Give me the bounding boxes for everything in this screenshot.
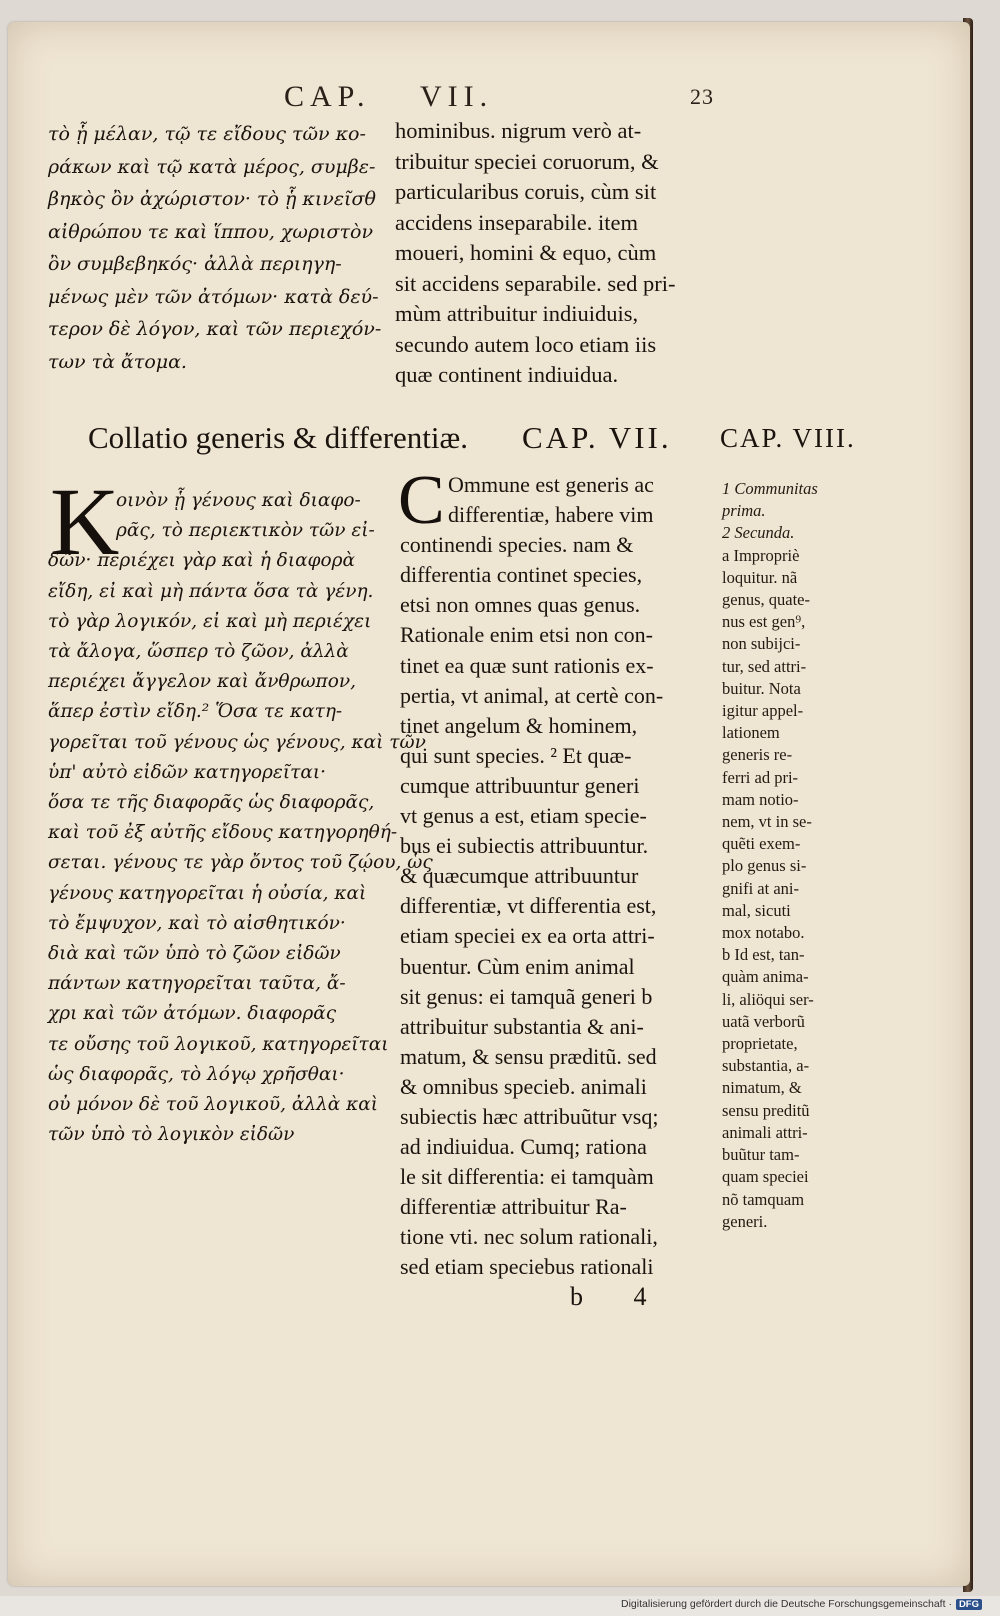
note-line: buitur. Nota bbox=[722, 678, 801, 698]
note-line: lationem bbox=[722, 723, 780, 743]
text-line: τὸ ᾗ μέλαν, τῷ τε εἴδους τῶν κο- bbox=[48, 123, 366, 145]
text-line: differentia continet species, bbox=[400, 562, 643, 588]
running-head-cap: CAP. bbox=[284, 80, 371, 113]
text-line: τὸ γὰρ λογικόν, εἰ καὶ μὴ περιέχει bbox=[48, 610, 372, 632]
text-line: hominibus. nigrum verò at- bbox=[395, 118, 642, 143]
text-line: accidens inseparabile. item bbox=[395, 209, 639, 235]
note-line: quẽti exem- bbox=[722, 834, 801, 854]
text-line: quæ continent indiuidua. bbox=[395, 362, 619, 387]
chapter-label-greek: CAP. VII. bbox=[522, 420, 672, 455]
running-head-chapter: VII. bbox=[420, 80, 494, 113]
text-line: matum, & sensu præditũ. sed bbox=[400, 1043, 657, 1069]
note-line: 1 Communitas bbox=[722, 479, 818, 498]
text-line: αἰθρώπου τε καὶ ἵππου, χωριστὸν bbox=[48, 220, 374, 243]
text-line: tione vti. nec solum rationali, bbox=[400, 1224, 658, 1250]
text-line: τὰ ἄλογα, ὥσπερ τὸ ζῶον, ἀλλὰ bbox=[48, 641, 349, 663]
text-line: etsi non omnes quas genus. bbox=[400, 592, 641, 618]
text-line: sit accidens separabile. sed pri- bbox=[395, 270, 676, 296]
note-line: substantia, a- bbox=[722, 1056, 810, 1076]
note-line: nem, vt in se- bbox=[722, 812, 812, 832]
text-line: bus ei subiectis attribuuntur. bbox=[400, 833, 649, 859]
latin-text-main bbox=[398, 462, 730, 1283]
text-line: γορεῖται τοῦ γένους ὡς γένους, καὶ τῶν bbox=[48, 731, 426, 753]
text-line: differentiæ, vt differentia est, bbox=[400, 893, 657, 919]
text-line: pertia, vt animal, at certè con- bbox=[400, 682, 664, 708]
note-line: nõ tamquam bbox=[722, 1189, 805, 1209]
text-line: εἴδη, εἰ καὶ μὴ πάντα ὅσα τὰ γένη. bbox=[48, 580, 374, 602]
text-line: sit genus: ei tamquã generi b bbox=[400, 983, 653, 1009]
text-line: buentur. Cùm enim animal bbox=[400, 953, 635, 979]
text-line: subiectis hæc attribuũtur vsq; bbox=[400, 1103, 659, 1129]
text-line: χρι καὶ τῶν ἀτόμων. διαφορᾶς bbox=[48, 1003, 337, 1025]
text-line: ἅπερ ἐστὶν εἴδη.² Ὅσα τε κατη- bbox=[48, 701, 343, 723]
text-line: τε οὔσης τοῦ λογικοῦ, κατηγορεῖται bbox=[48, 1033, 389, 1055]
text-line: ρᾶς, τὸ περιεκτικὸν τῶν εἰ- bbox=[116, 520, 375, 542]
note-line: ferri ad pri- bbox=[722, 767, 799, 787]
text-line: & quæcumque attribuuntur bbox=[400, 863, 639, 889]
note-line: 2 Secunda. bbox=[722, 523, 795, 543]
text-line: τὸ ἔμψυχον, καὶ τὸ αἰσθητικόν· bbox=[48, 912, 346, 934]
text-line: οινὸν ᾗ γένους καὶ διαφο- bbox=[116, 490, 361, 511]
note-line: animali attri- bbox=[722, 1122, 808, 1142]
text-line: μένως μὲν τῶν ἀτόμων· κατὰ δεύ- bbox=[48, 285, 379, 308]
note-line: igitur appel- bbox=[722, 701, 804, 721]
text-line: le sit differentia: ei tamquàm bbox=[400, 1164, 654, 1190]
marginal-notes bbox=[722, 478, 872, 1233]
text-line: cumque attribuuntur generi bbox=[400, 772, 640, 798]
text-line: sed etiam speciebus rationali bbox=[400, 1254, 654, 1280]
text-line: tinet ea quæ sunt rationis ex- bbox=[400, 652, 654, 678]
text-line: ὡς διαφορᾶς, τὸ λόγῳ χρῆσθαι· bbox=[48, 1063, 345, 1085]
chapter-label-latin: CAP. VIII. bbox=[720, 423, 856, 453]
text-line: mùm attribuitur indiuiduis, bbox=[395, 301, 639, 326]
note-line: buũtur tam- bbox=[722, 1145, 800, 1165]
note-line: sensu preditũ bbox=[722, 1100, 810, 1120]
text-line: οὐ μόνον δὲ τοῦ λογικοῦ, ἀλλὰ καὶ bbox=[48, 1094, 379, 1116]
text-line: ὑπ' αὐτὸ εἰδῶν κατηγορεῖται· bbox=[48, 761, 326, 783]
greek-text-main bbox=[48, 486, 433, 1150]
text-line: καὶ τοῦ ἐξ αὐτῆς εἴδους κατηγορηθή- bbox=[48, 822, 398, 844]
digitization-credit bbox=[621, 1598, 982, 1610]
note-line: tur, sed attri- bbox=[722, 656, 807, 676]
text-line: δῶν· περιέχει γὰρ καὶ ἡ διαφορὰ bbox=[48, 550, 356, 572]
note-line: non subijci- bbox=[722, 634, 801, 654]
drop-cap-k: K bbox=[50, 468, 120, 575]
note-line: b Id est, tan- bbox=[722, 945, 805, 965]
credit-text: Digitalisierung gefördert durch die Deutsche Forschungsgemeinschaft · bbox=[621, 1598, 952, 1610]
text-line: ράκων καὶ τῷ κατὰ μέρος, συμβε- bbox=[48, 155, 376, 178]
text-line: continendi species. nam & bbox=[400, 532, 634, 558]
note-line: uatã verborũ bbox=[722, 1011, 805, 1031]
note-line: li, aliöqui ser- bbox=[722, 989, 814, 1009]
text-line: & omnibus specieb. animali bbox=[400, 1073, 647, 1099]
note-line: prima. bbox=[722, 501, 766, 521]
text-line: τῶν ὑπὸ τὸ λογικὸν εἰδῶν bbox=[48, 1124, 295, 1146]
note-line: quam speciei bbox=[722, 1167, 809, 1187]
latin-text-top bbox=[395, 116, 735, 391]
text-line: moueri, homini & equo, cùm bbox=[395, 240, 657, 265]
note-line: a Impropriè bbox=[722, 545, 800, 565]
note-line: mam notio- bbox=[722, 789, 799, 809]
text-line: ad indiuidua. Cumq; rationa bbox=[400, 1134, 647, 1160]
section-heading bbox=[88, 420, 888, 464]
note-line: quàm anima- bbox=[722, 967, 809, 987]
page-number: 23 bbox=[690, 84, 714, 109]
note-line: proprietate, bbox=[722, 1034, 798, 1054]
note-line: mox notabo. bbox=[722, 923, 805, 943]
section-title: Collatio generis & differentiæ. bbox=[88, 420, 468, 455]
note-line: generi. bbox=[722, 1211, 768, 1231]
text-line: των τὰ ἄτομα. bbox=[48, 350, 187, 373]
dfg-logo: DFG bbox=[956, 1599, 982, 1610]
note-line: nimatum, & bbox=[722, 1078, 802, 1098]
note-line: genus, quate- bbox=[722, 590, 810, 610]
text-line: βηκὸς ὂν ἀχώριστον· τὸ ᾗ κινεῖσθ bbox=[48, 188, 376, 210]
note-line: plo genus si- bbox=[722, 856, 807, 876]
text-line: διὰ καὶ τῶν ὑπὸ τὸ ζῶον εἰδῶν bbox=[48, 943, 341, 965]
text-line: differentiæ attribuitur Ra- bbox=[400, 1194, 627, 1220]
drop-cap-c: C bbox=[398, 462, 445, 539]
text-line: tribuitur speciei coruorum, & bbox=[395, 148, 659, 174]
note-line: generis re- bbox=[722, 745, 793, 765]
note-line: gnifi at ani- bbox=[722, 878, 799, 898]
text-line: πάντων κατηγορεῖται ταῦτα, ἄ- bbox=[48, 973, 346, 995]
text-line: tinet angelum & hominem, bbox=[400, 712, 638, 738]
text-line: σεται. γένους τε γὰρ ὄντος τοῦ ζῴου, ὡς bbox=[48, 852, 433, 874]
greek-text-top bbox=[48, 118, 382, 378]
text-line: περιέχει ἄγγελον καὶ ἄνθρωπον, bbox=[48, 671, 356, 693]
text-line: attribuitur substantia & ani- bbox=[400, 1013, 644, 1039]
text-line: Ommune est generis ac bbox=[448, 472, 654, 497]
text-line: particularibus coruis, cùm sit bbox=[395, 179, 657, 204]
text-line: differentiæ, habere vim bbox=[448, 502, 654, 528]
text-line: secundo autem loco etiam iis bbox=[395, 331, 657, 357]
text-line: ὅσα τε τῆς διαφορᾶς ὡς διαφορᾶς, bbox=[48, 792, 375, 814]
signature-mark: b 4 bbox=[570, 1282, 669, 1311]
note-line: mal, sicuti bbox=[722, 900, 791, 920]
text-line: γένους κατηγορεῖται ἡ οὐσία, καὶ bbox=[48, 882, 367, 904]
text-line: Rationale enim etsi non con- bbox=[400, 622, 653, 648]
text-line: ὂν συμβεβηκός· ἀλλὰ περιηγη- bbox=[48, 253, 342, 275]
text-line: etiam speciei ex ea orta attri- bbox=[400, 923, 655, 949]
text-line: qui sunt species. ² Et quæ- bbox=[400, 742, 632, 768]
note-line: loquitur. nã bbox=[722, 567, 798, 587]
note-line: nus est gen⁹, bbox=[722, 612, 806, 632]
text-line: vt genus a est, etiam specie- bbox=[400, 803, 647, 829]
text-line: τερον δὲ λόγον, καὶ τῶν περιεχόν- bbox=[48, 318, 382, 340]
